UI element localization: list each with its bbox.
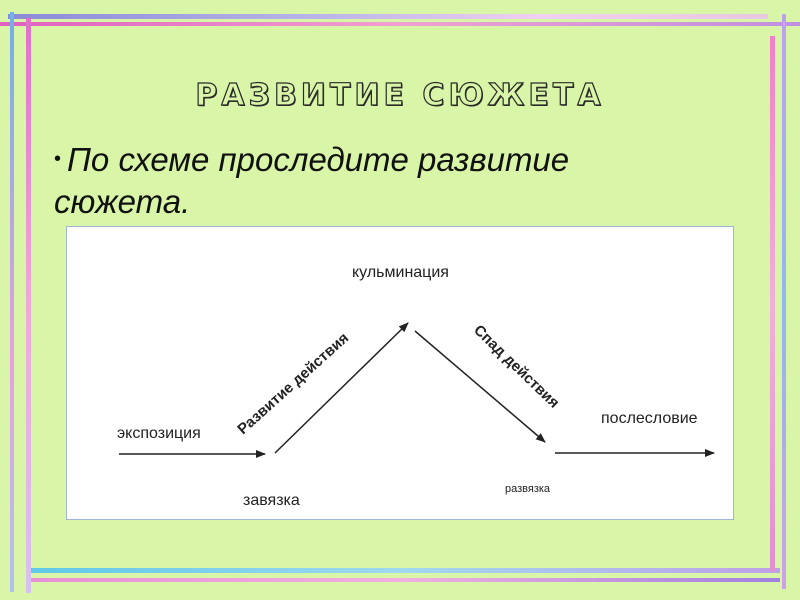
epilogue-label: послесловие xyxy=(601,410,698,427)
slide-title: РАЗВИТИЕ СЮЖЕТА xyxy=(195,78,605,113)
falling-action-label: Спад действия xyxy=(470,321,563,412)
bullet-line-2: сюжета. xyxy=(54,183,191,220)
decor-bar-right xyxy=(770,36,775,571)
decor-bar-bottom xyxy=(30,568,780,573)
plot-start-label: завязка xyxy=(243,492,300,509)
plot-diagram xyxy=(66,226,734,520)
climax-label: кульминация xyxy=(352,264,449,281)
bullet-line-1: По схеме проследите развитие xyxy=(67,141,570,178)
decor-bar-bottom xyxy=(30,578,780,582)
bullet-dot-icon: • xyxy=(54,148,62,170)
decor-bar-top xyxy=(0,22,800,26)
bullet-text xyxy=(54,138,654,223)
denouement-label: развязка xyxy=(505,483,551,495)
exposition-label: экспозиция xyxy=(117,425,201,442)
rising-action-label: Развитие действия xyxy=(234,329,353,438)
plot-diagram-svg xyxy=(67,227,735,521)
decor-bar-top xyxy=(8,14,768,19)
